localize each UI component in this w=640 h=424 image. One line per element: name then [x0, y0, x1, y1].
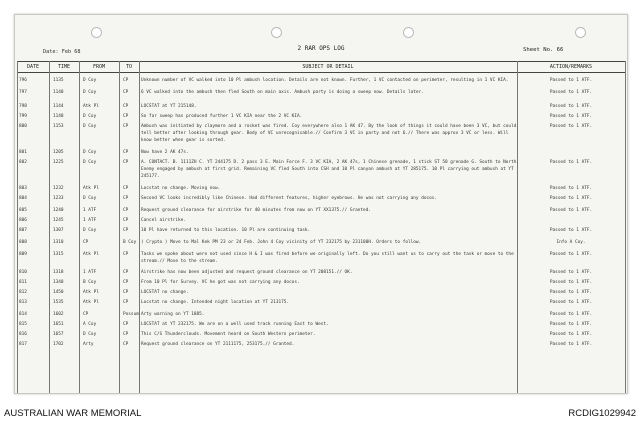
entry-date: 802 — [19, 160, 27, 165]
entry-remarks: Passed to 1 ATF. — [549, 270, 593, 275]
binder-hole — [91, 27, 102, 38]
entry-to: CP — [123, 208, 129, 213]
entry-subject: LOCSTAT no change. — [141, 290, 189, 295]
entry-from: D Coy — [83, 150, 97, 155]
entry-date: 814 — [19, 312, 27, 317]
entry-subject: Arty warning on YT 1885. — [141, 312, 205, 317]
entry-to: CP — [123, 322, 129, 327]
binder-hole — [575, 27, 586, 38]
entry-date: 809 — [19, 252, 27, 257]
entry-subject: Second VC looks incredibly like Chinese. Had different features, higher eyebrows. He was not carrying any docos. — [141, 196, 438, 201]
entry-time: 1307 — [53, 228, 64, 233]
entry-date: 799 — [19, 114, 27, 119]
entry-remarks: Passed to 1 ATF. — [549, 90, 593, 95]
entry-to: CP — [123, 280, 129, 285]
entry-date: 811 — [19, 280, 27, 285]
archive-id: RCDIG1029942 — [568, 408, 636, 419]
column-header: DATE — [17, 61, 49, 73]
column-divider — [139, 61, 140, 393]
entry-date: 813 — [19, 300, 27, 305]
column-divider — [119, 61, 120, 393]
column-divider — [625, 61, 626, 393]
entry-time: 1535 — [53, 300, 64, 305]
entry-time: 1153 — [53, 124, 64, 129]
entry-to: CP — [123, 114, 129, 119]
entry-remarks: Passed to 1 ATF. — [549, 312, 593, 317]
entry-time: 1651 — [53, 322, 64, 327]
binder-hole — [271, 27, 282, 38]
entry-to: CP — [123, 252, 129, 257]
entry-date: 806 — [19, 218, 27, 223]
entry-subject: ( Crypto ) Move to Mal Kek PM 23 or 24 Feb. John 4 Coy vicinity of YT 232175 by 231100H. Orders to follow. — [141, 240, 422, 245]
entry-remarks: Passed to 1 ATF. — [549, 332, 593, 337]
entry-date: 816 — [19, 332, 27, 337]
entry-time: 1135 — [53, 78, 64, 83]
entry-remarks: Passed to 1 ATF. — [549, 78, 593, 83]
entry-date: 801 — [19, 150, 27, 155]
column-header: FROM — [79, 61, 119, 73]
entry-from: Atk Pl — [83, 290, 99, 295]
entry-remarks: Passed to 1 ATF. — [549, 252, 593, 257]
entry-time: 1245 — [53, 218, 64, 223]
entry-from: 1 ATF — [83, 270, 97, 275]
page-title: 2 RAR OPS LOG — [297, 45, 345, 52]
entry-time: 1318 — [53, 270, 64, 275]
entry-to: CP — [123, 228, 129, 233]
entry-time: 1205 — [53, 150, 64, 155]
entry-remarks: Info A Coy. — [556, 240, 586, 245]
log-sheet — [14, 14, 628, 394]
entry-from: D Coy — [83, 90, 97, 95]
entry-date: 815 — [19, 322, 27, 327]
entry-to: CP — [123, 270, 129, 275]
entry-subject: Tasks we spoke about were not used since H & I was fired before we originally left. Do you still want us to carry out the task or move to the stream.// Move to the stream. — [141, 252, 514, 264]
entry-from: A Coy — [83, 322, 97, 327]
entry-subject: Request ground clearance on YT 2111175, 253175.// Granted. — [141, 342, 295, 347]
entry-date: 812 — [19, 290, 27, 295]
entry-subject: Airstrike has now been adjusted and request ground clearance on YT 208151.// OK. — [141, 270, 353, 275]
entry-time: 1232 — [53, 186, 64, 191]
entry-to: B Coy — [123, 240, 137, 245]
column-header: TIME — [49, 61, 79, 73]
entry-remarks: Passed to 1 ATF. — [549, 114, 593, 119]
entry-subject: 10 Pl have returned to this location. 10 Pl are continuing task. — [141, 228, 311, 233]
entry-subject: 6 VC walked into the ambush then fled South on main axis. Ambush party is doing a sweep now. Details later. — [141, 90, 424, 95]
entry-subject: Locstat no change. Intended night location at YT 213175. — [141, 300, 290, 305]
column-divider — [79, 61, 80, 393]
entry-time: 1450 — [53, 290, 64, 295]
entry-time: 1148 — [53, 114, 64, 119]
entry-time: 1240 — [53, 208, 64, 213]
entry-date: 800 — [19, 124, 27, 129]
entry-date: 817 — [19, 342, 27, 347]
entry-to: CP — [123, 186, 129, 191]
entry-time: 1233 — [53, 196, 64, 201]
entry-subject: Cancel airstrike. — [141, 218, 186, 223]
entry-from: CP — [83, 312, 89, 317]
entry-to: CP — [123, 150, 129, 155]
entry-from: D Coy — [83, 114, 97, 119]
entry-from: D Coy — [83, 160, 97, 165]
entry-remarks: Passed to 1 ATF. — [549, 104, 593, 109]
entry-remarks: Passed to 1 ATF. — [549, 228, 593, 233]
entry-date: 803 — [19, 186, 27, 191]
entry-remarks: Passed to 1 ATF. — [549, 290, 593, 295]
entry-from: Atk Pl — [83, 186, 99, 191]
entry-subject: Locstat no change. Moving now. — [141, 186, 221, 191]
entry-from: Atk Pl — [83, 300, 99, 305]
date-label: Date: Feb 68 — [43, 49, 81, 55]
entry-from: B Coy — [83, 280, 97, 285]
entry-from: Atk Pl — [83, 252, 99, 257]
entry-remarks: Passed to 1 ATF. — [549, 196, 593, 201]
entry-remarks: Passed to 1 ATF. — [549, 322, 593, 327]
column-header: SUBJECT OR DETAIL — [139, 61, 517, 73]
entry-subject: Unknown number of VC walked into 10 Pl ambush location. Details are not known. Further, 1 VC contacted on perimeter, resulting in 1 VC KIA. — [141, 78, 509, 83]
entry-subject: So far sweep has produced further 1 VC KIA near the 2 VC KIA. — [141, 114, 303, 119]
entry-to: CP — [123, 104, 129, 109]
entry-remarks: Passed to 1 ATF. — [549, 124, 593, 129]
entry-to: CP — [123, 78, 129, 83]
entry-date: 797 — [19, 90, 27, 95]
entry-to: CP — [123, 342, 129, 347]
entry-to: CP — [123, 290, 129, 295]
entry-from: Arty — [83, 342, 94, 347]
entry-time: 1657 — [53, 332, 64, 337]
binder-hole — [403, 27, 414, 38]
entry-subject: This C/S Thunderclouds. Movement heard on South Western perimeter. — [141, 332, 316, 337]
entry-subject: Request ground clearance for airstrike for 40 minutes from now on YT XX1375.// Granted. — [141, 208, 371, 213]
sheet-number: Sheet No. 66 — [523, 47, 564, 53]
entry-date: 808 — [19, 240, 27, 245]
entry-time: 1315 — [53, 252, 64, 257]
entry-time: 1225 — [53, 160, 64, 165]
entry-remarks: Passed to 1 ATF. — [549, 280, 593, 285]
entry-date: 810 — [19, 270, 27, 275]
entry-from: D Coy — [83, 228, 97, 233]
entry-remarks: Passed to 1 ATF. — [549, 186, 593, 191]
entry-to: CP — [123, 90, 129, 95]
entry-from: D Coy — [83, 124, 97, 129]
entry-date: 798 — [19, 104, 27, 109]
entry-time: 1140 — [53, 90, 64, 95]
entry-subject: From 10 Pl for Survey. VC he got was not carrying any docos. — [141, 280, 300, 285]
entry-time: 1340 — [53, 280, 64, 285]
column-divider — [17, 61, 18, 393]
entry-remarks: Passed to 1 ATF. — [549, 342, 593, 347]
entry-remarks: Passed to 1 ATF. — [549, 208, 593, 213]
entry-to: CP — [123, 218, 129, 223]
entry-date: 796 — [19, 78, 27, 83]
entry-to: Possum — [123, 312, 139, 317]
entry-from: Atk Pl — [83, 104, 99, 109]
entry-from: D Coy — [83, 332, 97, 337]
entry-to: CP — [123, 124, 129, 129]
entry-time: 1310 — [53, 240, 64, 245]
entry-subject: LOCSTAT at YT 215148. — [141, 104, 197, 109]
column-header: ACTION/REMARKS — [517, 61, 625, 73]
entry-remarks: Passed to 1 ATF. — [549, 160, 593, 165]
entry-subject: Now have 2 AK 47s. — [141, 150, 189, 155]
entry-subject: Ambush was initiated by claymore and a rocket was fired. Coy everywhere also 1 AK 47. By the look of things it could have been 3 VC, but could tell better after looking through gear. Body of VC unrecognisable.// Confirm 3 VC in party and not 6.// There was approx 3 VC or less. Will know better when gear is sorted. — [141, 124, 517, 143]
entry-to: CP — [123, 160, 129, 165]
entry-date: 804 — [19, 196, 27, 201]
archive-credit: AUSTRALIAN WAR MEMORIAL — [4, 408, 142, 419]
entry-time: 1702 — [53, 342, 64, 347]
entry-subject: LOCSTAT at YT 232175. We are on a well used track running East to West. — [141, 322, 329, 327]
entry-to: CP — [123, 196, 129, 201]
entry-from: D Coy — [83, 78, 97, 83]
entry-from: 1 ATF — [83, 218, 97, 223]
column-divider — [49, 61, 50, 393]
entry-from: 1 ATF — [83, 208, 97, 213]
entry-time: 1144 — [53, 104, 64, 109]
entry-time: 1602 — [53, 312, 64, 317]
entry-to: CP — [123, 332, 129, 337]
entry-from: D Coy — [83, 196, 97, 201]
entry-date: 805 — [19, 208, 27, 213]
entry-to: CP — [123, 300, 129, 305]
entry-date: 807 — [19, 228, 27, 233]
entry-remarks: Passed to 1 ATF. — [549, 300, 593, 305]
entry-from: CP — [83, 240, 89, 245]
entry-subject: A. CONTACT. B. 1111ZH C. YT 244175 D. 2 pass 3 E. Main Force F. 3 VC KIA, 2 AK 47s, 1 Chinese grenade, 1 stick ST 50 grenade G. South to North. Enemy engaged by ambush at first grid. Remaining VC fled South into CSH and 10 Pl canyon ambush at YT 285175. 10 Pl carrying out ambush at YT 245177. — [141, 160, 519, 179]
column-header: TO — [119, 61, 139, 73]
